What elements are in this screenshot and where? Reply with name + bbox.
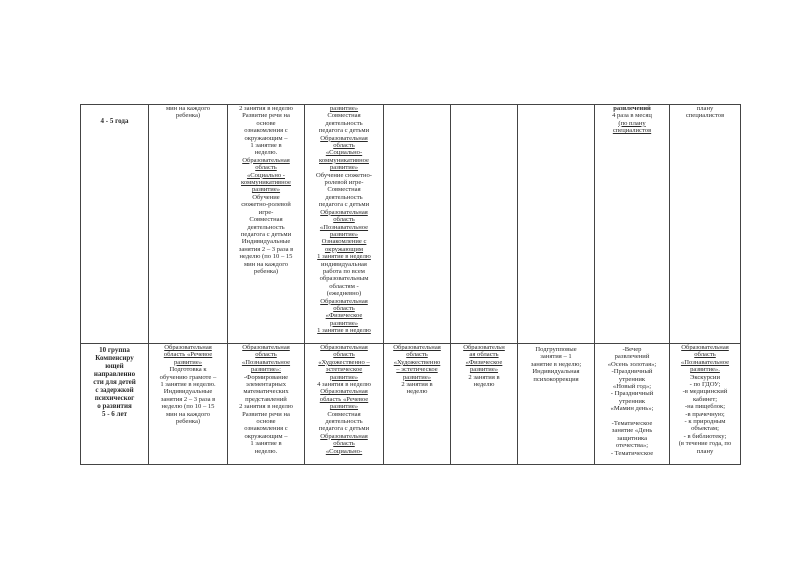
- cell-text-line: область «Речевое: [319, 395, 369, 403]
- cell-text-line: Ознакомление с: [321, 238, 367, 246]
- cell-text-line: -Вечер: [622, 346, 642, 353]
- cell-text-line: деятельность: [325, 418, 363, 426]
- cell-text-line: область: [333, 304, 355, 312]
- cell-text-line: развитие»: [329, 105, 359, 112]
- cell-text-line: индивидуальная: [321, 260, 367, 268]
- cell-text-line: область: [255, 351, 277, 359]
- cell-text-line: направленно: [93, 370, 136, 378]
- cell-text-line: развитие»: [329, 319, 359, 327]
- cell-text-line: занятия 2 – 3 раза в: [160, 395, 216, 403]
- cell-text-line: занятия – 1: [540, 353, 572, 361]
- cell-text-line: развитие»: [251, 186, 281, 194]
- cell-text-line: Образовательная: [320, 388, 368, 396]
- cell-text-line: педагога с детьми: [240, 230, 292, 238]
- cell-text-line: защитника: [616, 434, 648, 442]
- cell-text-line: ребенка): [253, 267, 279, 275]
- cell-text-line: - Тематическое: [610, 449, 654, 457]
- cell-text-line: обучению грамоте –: [159, 373, 217, 381]
- cell-text-line: ролевой игре-: [324, 179, 364, 187]
- cell-text-line: образовательным: [319, 275, 369, 283]
- cell-text-line: Развитие речи на: [242, 410, 290, 418]
- cell-text-line: окружающим –: [244, 432, 288, 440]
- cell-text-line: психокоррекция: [533, 375, 579, 383]
- cell-text-line: 10 группа: [99, 346, 130, 354]
- cell-text-line: 2 занятия в: [401, 381, 433, 389]
- cell-text-line: специалистов: [685, 112, 725, 120]
- table-cell: [595, 105, 670, 344]
- cell-text-line: область «Речевое: [163, 351, 213, 359]
- cell-text-line: Обучение: [252, 193, 280, 201]
- cell-text-line: развитие»:: [251, 366, 281, 374]
- cell-text-line: 1 занятие в: [250, 440, 282, 448]
- cell-text-line: Совместная: [327, 410, 361, 418]
- cell-text-line: Образовательн: [463, 344, 505, 351]
- table-cell: [81, 344, 149, 465]
- cell-text-line: эстетическое: [325, 366, 363, 374]
- cell-text-line: развитие»: [173, 358, 203, 366]
- cell-text-line: Совместная: [327, 112, 361, 120]
- table-cell: [384, 344, 451, 465]
- cell-text-line: (в течение года, по: [678, 440, 732, 448]
- cell-text-line: развитие»: [329, 230, 359, 238]
- table-cell: [305, 105, 384, 344]
- cell-text-line: 1 занятие в неделю: [317, 327, 371, 335]
- cell-text-line: 1 занятие в: [250, 142, 282, 150]
- cell-text-line: Подгрупповые: [535, 346, 577, 353]
- cell-text-line: Образовательная: [320, 297, 368, 305]
- cell-text-line: - по ГДОУ;: [689, 381, 721, 389]
- cell-text-line: развлечений: [613, 105, 651, 112]
- program-table: [80, 104, 741, 465]
- cell-text-line: педагога с детьми: [318, 201, 370, 209]
- cell-text-line: неделю (по 10 – 15: [239, 253, 293, 261]
- cell-text-line: «Социально-: [325, 447, 363, 455]
- cell-text-line: представлений: [245, 395, 287, 403]
- cell-text-line: неделю: [473, 381, 495, 389]
- cell-text-line: сюжетно-ролевой: [241, 201, 291, 209]
- cell-text-line: ая область: [469, 351, 499, 359]
- cell-text-line: Развитие речи на: [242, 112, 290, 120]
- cell-text-line: Совместная: [249, 216, 283, 224]
- cell-text-line: ознакомления с: [244, 127, 288, 135]
- table-cell: [451, 344, 518, 465]
- cell-text-line: плану: [696, 447, 714, 455]
- cell-text-line: -в прачечную;: [685, 410, 725, 418]
- cell-text-line: «Художественно: [393, 358, 441, 366]
- cell-text-line: Образовательная: [164, 344, 212, 351]
- cell-text-line: «Познавательное: [680, 358, 730, 366]
- cell-text-line: Компенсиру: [95, 354, 134, 362]
- cell-text-line: Образовательная: [681, 344, 729, 351]
- cell-text-line: -Тематическое: [611, 420, 653, 428]
- cell-text-line: ребенка): [175, 418, 201, 426]
- cell-text-line: Образовательная: [320, 134, 368, 142]
- cell-text-line: работа по всем: [323, 267, 365, 275]
- cell-text-line: неделю: [406, 388, 428, 396]
- table-cell: [451, 105, 518, 344]
- table-cell: [81, 105, 149, 344]
- cell-text-line: развлечений: [614, 353, 650, 361]
- cell-text-line: развитие»: [469, 366, 499, 374]
- table-cell: [149, 105, 228, 344]
- cell-text-line: 4 занятия в неделю: [317, 381, 371, 389]
- cell-text-line: Подготовка к: [169, 366, 207, 374]
- cell-text-line: «Познавательное: [319, 223, 369, 231]
- cell-text-line: специалистов: [612, 127, 652, 135]
- cell-text-line: математических: [243, 388, 289, 396]
- cell-text-line: объектам;: [691, 425, 719, 433]
- cell-text-line: (по плану: [618, 119, 646, 127]
- cell-text-line: «Физическое: [325, 312, 363, 320]
- cell-text-line: сти для детей: [93, 378, 136, 386]
- cell-text-line: ознакомления с: [244, 425, 288, 433]
- cell-text-line: областям -: [329, 282, 359, 290]
- table-cell: [149, 344, 228, 465]
- cell-text-line: элементарных: [246, 381, 286, 389]
- cell-text-line: развитие»: [329, 403, 359, 411]
- cell-text-line: область: [333, 351, 355, 359]
- cell-text-line: Экскурсии: [689, 373, 720, 381]
- cell-text-line: развитие»: [402, 373, 432, 381]
- cell-text-line: 1 занятие в неделю.: [160, 381, 216, 389]
- cell-text-line: Обучение сюжетно-: [315, 171, 373, 179]
- cell-text-line: Образовательная: [242, 344, 290, 351]
- cell-text-line: «Новый год»;: [612, 383, 652, 391]
- cell-text-line: область: [333, 440, 355, 448]
- cell-text-line: коммуникативное: [241, 179, 291, 187]
- cell-text-line: неделю (по 10 – 15: [161, 403, 215, 411]
- cell-text-line: развитие».: [690, 366, 720, 374]
- cell-text-line: «Физическое: [465, 358, 503, 366]
- cell-text-line: 4 раза в месяц: [612, 112, 652, 120]
- cell-text-line: кабинет;: [692, 395, 718, 403]
- cell-text-line: область: [333, 216, 355, 224]
- table-row: [81, 344, 741, 465]
- cell-text-line: занятия 2 – 3 раза в: [238, 245, 294, 253]
- cell-text-line: Индивидуальные: [241, 238, 291, 246]
- cell-text-line: (ежедневно): [326, 290, 362, 298]
- cell-text-line: - в библиотеку;: [683, 432, 727, 440]
- cell-text-line: развитие»: [329, 373, 359, 381]
- cell-text-line: -на пищеблок;: [684, 403, 726, 411]
- cell-text-line: отечества»;: [615, 442, 649, 450]
- cell-text-line: игре-: [258, 208, 274, 216]
- cell-text-line: с задержкой: [95, 386, 134, 394]
- cell-text-line: утренник: [618, 375, 646, 383]
- cell-text-line: плану: [696, 105, 714, 112]
- table-cell: [595, 344, 670, 465]
- cell-text-line: «Осень золотая»;: [607, 360, 657, 368]
- cell-text-line: занятие «День: [611, 427, 653, 435]
- cell-text-line: неделю.: [254, 447, 278, 455]
- cell-text-line: 4 - 5 года: [100, 117, 129, 125]
- cell-text-line: 2 занятия в неделю: [239, 105, 293, 112]
- table-cell: [228, 105, 305, 344]
- table-cell: [518, 105, 595, 344]
- cell-text-line: Индивидуальные: [163, 388, 213, 396]
- cell-text-line: Индивидуальная: [532, 368, 580, 376]
- cell-text-line: область: [406, 351, 428, 359]
- cell-text-line: развитие»: [329, 164, 359, 172]
- cell-text-line: область: [255, 164, 277, 172]
- cell-text-line: «Социально-: [325, 149, 363, 157]
- cell-text-line: 2 занятия в: [468, 373, 500, 381]
- table-row: [81, 105, 741, 344]
- cell-text-line: деятельность: [325, 193, 363, 201]
- cell-text-line: окружающим –: [244, 134, 288, 142]
- cell-text-line: Образовательная: [320, 208, 368, 216]
- cell-text-line: -Формирование: [243, 373, 289, 381]
- cell-text-line: ребенка): [175, 112, 201, 120]
- cell-text-line: психическог: [94, 394, 135, 402]
- cell-text-line: [596, 413, 668, 420]
- cell-text-line: основе: [256, 418, 276, 426]
- cell-text-line: «Мамин день»;: [610, 405, 654, 413]
- cell-text-line: 5 - 6 лет: [101, 410, 128, 418]
- table-cell: [518, 344, 595, 465]
- cell-text-line: - к природным: [684, 418, 726, 426]
- table-cell: [670, 344, 741, 465]
- cell-text-line: 1 занятие в неделю: [317, 253, 371, 261]
- table-cell: [228, 344, 305, 465]
- cell-text-line: ющей: [105, 362, 124, 370]
- cell-text-line: педагога с детьми: [318, 127, 370, 135]
- cell-text-line: – эстетическое: [396, 366, 438, 374]
- cell-text-line: Совместная: [327, 186, 361, 194]
- cell-text-line: Образовательная: [320, 344, 368, 351]
- cell-text-line: -Праздничный: [611, 368, 653, 376]
- cell-text-line: область: [694, 351, 716, 359]
- cell-text-line: деятельность: [325, 119, 363, 127]
- cell-text-line: -в медицинский: [682, 388, 728, 396]
- cell-text-line: педагога с детьми: [318, 425, 370, 433]
- cell-text-line: занятие в неделю;: [530, 360, 582, 368]
- cell-text-line: «Социально -: [246, 171, 285, 179]
- cell-text-line: коммуникативное: [319, 156, 369, 164]
- cell-text-line: область: [333, 142, 355, 150]
- cell-text-line: «Художественно –: [318, 358, 370, 366]
- cell-text-line: Образовательная: [393, 344, 441, 351]
- table-cell: [384, 105, 451, 344]
- cell-text-line: деятельность: [247, 223, 285, 231]
- cell-text-line: мин на каждого: [243, 260, 289, 268]
- cell-text-line: мин на каждого: [165, 105, 211, 112]
- cell-text-line: «Познавательное: [241, 358, 291, 366]
- cell-text-line: о развития: [97, 402, 132, 410]
- cell-text-line: - Праздничный: [610, 390, 654, 398]
- cell-text-line: Образовательная: [242, 156, 290, 164]
- cell-text-line: мин на каждого: [165, 410, 211, 418]
- cell-text-line: неделю.: [254, 149, 278, 157]
- cell-text-line: основе: [256, 119, 276, 127]
- table-cell: [305, 344, 384, 465]
- cell-text-line: утренник: [618, 397, 646, 405]
- table-cell: [670, 105, 741, 344]
- cell-text-line: 2 занятия в неделю: [239, 403, 293, 411]
- cell-text-line: окружающим: [324, 245, 364, 253]
- cell-text-line: Образовательная: [320, 432, 368, 440]
